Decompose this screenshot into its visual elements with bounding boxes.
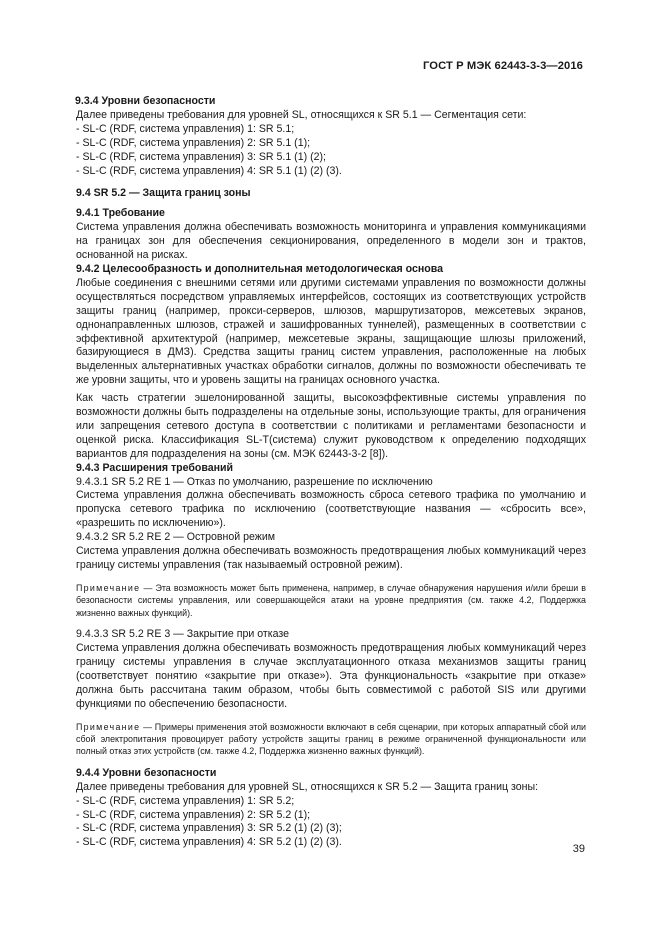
note-2-label: Примечание [76,721,141,732]
list-item: - SL-C (RDF, система управления) 2: SR 5.2 (1); [76,808,311,821]
section-9-4-2-paragraph-1: Любые соединения с внешними сетями или другими системами управления по возможности должны осуществляться посредством управляемых интерфейсов, состоящих из соответствующих устройств защиты границ (например, прокси-серверов, шлюзов, маршрутизаторов, межсетевых экранов, однонаправленных шлюзов, стражей и зашифрованных туннелей), размещенных в соответствии с эффективной архитектурой (например, межсетевые экраны, защищающие шлюзы приложений, базирующиеся в ДМЗ). Средства защиты границ систем управления, расположенные на любых выделенных альтернативных участках обработки сигналов, должны по возможности обеспечивать те же уровни защиты, что и уровень защиты на границах основного участка. [76,276,586,387]
section-9-4-2-paragraph-2: Как часть стратегии эшелонированной защиты, высокоэффективные системы управления по возможности должны быть подразделены на отдельные зоны, использующие тракты, для ограничения или запрещения сетевого доступа в соответствии с политиками и регламентами безопасности и оценкой риска. Классификация SL-T(система) служит руководством к определению подходящих вариантов для подразделения на зоны (см. МЭК 62443-3-2 [8]). [76,392,586,460]
section-9-4-title: 9.4 SR 5.2 — Защита границ зоны [76,187,251,200]
page-number: 39 [572,843,585,855]
section-9-4-2-title: 9.4.2 Целесообразность и дополнительная методологическая основа [76,262,443,275]
section-9-4-1-title: 9.4.1 Требование [76,207,165,220]
list-item: - SL-C (RDF, система управления) 2: SR 5.1 (1); [76,136,311,149]
section-9-4-3-3-title: 9.4.3.3 SR 5.2 RE 3 — Закрытие при отказе [76,628,290,641]
section-9-4-4-title: 9.4.4 Уровни безопасности [76,766,217,779]
note-2-text: — Примеры применения этой возможности включают в себя сценарии, при которых аппаратный сбой или сбой электропитания провоцирует работу устройств защиты границ в режиме ограниченной функциональности или полный отказ этих устройств (см. также 4.2, Поддержка жизненно важных функций). [76,721,586,757]
list-item: - SL-C (RDF, система управления) 3: SR 5.1 (1) (2); [76,150,326,163]
section-9-4-4-intro: Далее приведены требования для уровней SL, относящихся к SR 5.2 — Защита границ зоны: [76,780,539,793]
section-9-3-4-intro: Далее приведены требования для уровней SL, относящихся к SR 5.1 — Сегментация сети: [76,108,527,121]
page-content [76,95,586,850]
section-9-4-3-1-text: Система управления должна обеспечивать возможность сброса сетевого трафика по умолчанию и пропуска сетевого трафика по исключению (соответствующие названия — «сбросить все», «разрешить по исключению»). [76,489,586,530]
section-9-4-3-1-title: 9.4.3.1 SR 5.2 RE 1 — Отказ по умолчанию, разрешение по исключению [76,475,433,488]
section-9-3-4-title: 9.3.4 Уровни безопасности [75,95,216,107]
list-item: - SL-C (RDF, система управления) 3: SR 5.2 (1) (2) (3); [76,822,342,835]
list-item: - SL-C (RDF, система управления) 1: SR 5.2; [76,794,295,807]
note-1 [76,582,586,619]
document-header: ГОСТ Р МЭК 62443-3-3—2016 [422,60,583,72]
section-9-4-3-2-title: 9.4.3.2 SR 5.2 RE 2 — Островной режим [76,531,276,544]
list-item: - SL-C (RDF, система управления) 4: SR 5.1 (1) (2) (3). [76,164,342,177]
note-1-label: Примечание [76,582,141,593]
section-9-4-1-text: Система управления должна обеспечивать возможность мониторинга и управления коммуникациями на границах зон для обеспечения секционирования, определенного в модели зон и трактов, основанной на рисках. [76,221,586,262]
section-9-4-3-2-text: Система управления должна обеспечивать возможность предотвращения любых коммуникаций через границу системы управления (так называемый островной режим). [76,545,586,571]
note-1-text: — Эта возможность может быть применена, например, в случае обнаружения нарушения и/или бреши в безопасности системы управления, или совершающейся атаки на уровне предприятия (см. также 4.2, Поддержка жизненно важных функций). [76,582,586,618]
section-9-4-3-title: 9.4.3 Расширения требований [76,461,234,474]
list-item: - SL-C (RDF, система управления) 1: SR 5.1; [76,122,295,135]
note-2 [76,721,586,758]
section-9-4-3-3-text: Система управления должна обеспечивать возможность предотвращения любых коммуникаций через границу системы управления в случае эксплуатационного отказа механизмов защиты границ (соответствует понятию «закрытие при отказе»). Эта функциональность «закрытие при отказе» должна быть рассчитана таким образом, чтобы быть совместимой с работой SIS или другими функциями по обеспечению безопасности. [76,642,586,710]
list-item: - SL-C (RDF, система управления) 4: SR 5.2 (1) (2) (3). [76,836,342,849]
